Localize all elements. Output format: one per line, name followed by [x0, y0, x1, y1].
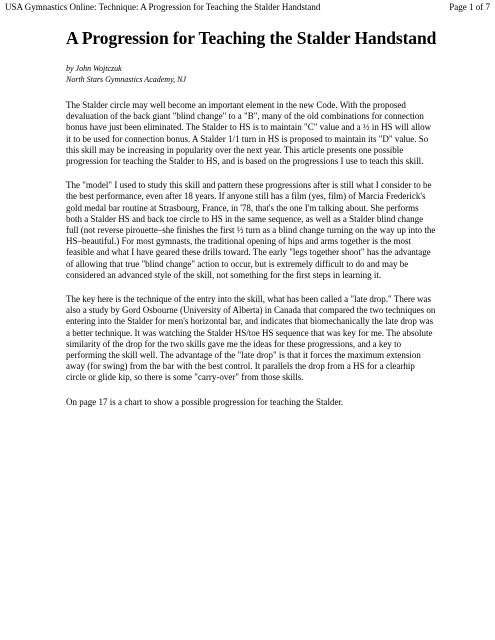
paragraph-4: On page 17 is a chart to show a possible progression for teaching the Stalder.	[66, 396, 344, 407]
paragraph-2: The "model" I used to study this skill and pattern these progressions after is still what I consider to be the best performance, even after 18 years. If anyone still has a film (yes, film) of Marcia Frederick's gold medal bar routine at Strasbourg, France, in '78, that's the one I'm talking about. She performs both a Stalder HS and back toe circle to HS in the same sequence, as well as a Stalder blind change full (not reverse pirouette–she finishes the first ½ turn as a blind change turning on the way up into the HS–beautiful.) For most gymnasts, the traditional opening of hips and arms together is the most feasible and what I have geared these drills toward. The early "legs together shoot" has the advantage of allowing that true "blind change" action to occur, but is extremely difficult to do and may be considered an advanced style of the skill, not something for the first steps in learning it.	[66, 180, 436, 280]
paragraph-1: The Stalder circle may well become an important element in the new Code. With the proposed devaluation of the back giant "blind change" to a "B", many of the old combinations for connection bonus have just been eliminated. The Stalder to HS is to maintain "C" value and a ½ in HS will allow it to be used for connection bonus. A Stalder 1/1 turn in HS is proposed to maintain its "D" value. So this skill may be increasing in popularity over the next year. This article presents one possible progression for teaching the Stalder to HS, and is based on the progressions I use to teach this skill.	[66, 100, 432, 167]
article	[66, 28, 436, 408]
running-header	[5, 2, 490, 13]
page-indicator: Page 1 of 7	[449, 2, 490, 12]
author-name: by John Wojtczuk	[66, 64, 122, 73]
paragraph-3: The key here is the technique of the entry into the skill, what has been called a "late drop." There was also a study by Gord Osbourne (University of Alberta) in Canada that compared the two techniques on entering into the Stalder for men's horizontal bar, and indicates that biomechanically the late drop was a better technique. It was watching the Stalder HS/toe HS sequence that was key for me. The absolute similarity of the drop for the two skills gave me the ideas for these progressions, and a key to performing the skill well. The advantage of the "late drop" is that it forces the maximum extension away (for swing) from the bar with the best control. It parallels the drop from a HS for a clearhip circle or glide kip, so there is some "carry-over" from those skills.	[66, 294, 436, 383]
article-title: A Progression for Teaching the Stalder Handstand	[66, 28, 437, 48]
author-affiliation: North Stars Gymnastics Academy, NJ	[66, 75, 187, 84]
document-source-title: USA Gymnastics Online: Technique: A Progression for Teaching the Stalder Handstand	[5, 2, 321, 12]
byline	[66, 63, 436, 85]
